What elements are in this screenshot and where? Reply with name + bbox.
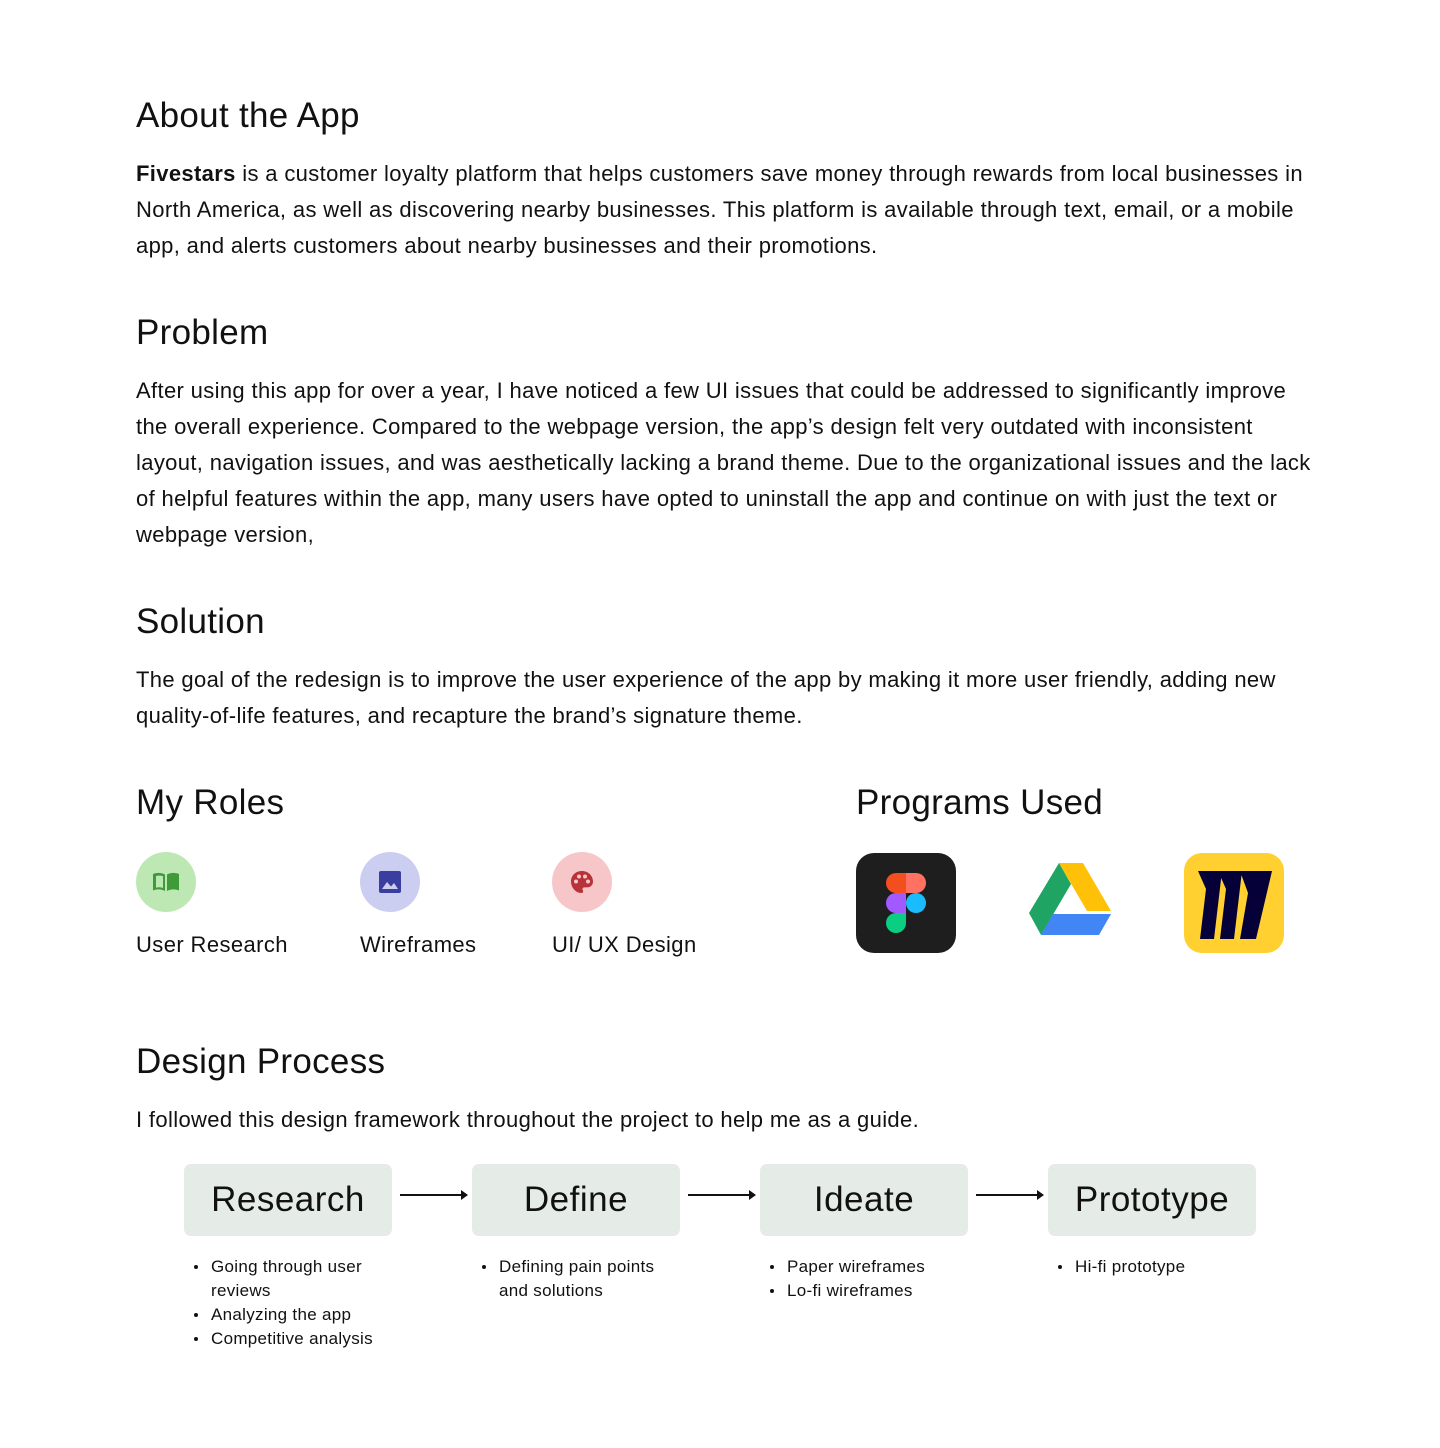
google-drive-icon [1020, 853, 1120, 953]
list-item: Going through user reviews [194, 1255, 394, 1303]
role-label-wireframes: Wireframes [360, 932, 477, 957]
list-item: Lo-fi wireframes [770, 1279, 990, 1303]
image-icon [378, 870, 402, 894]
arrow-ideate-to-prototype [976, 1194, 1042, 1196]
step-prototype: Prototype [1048, 1164, 1256, 1236]
arrow-define-to-ideate [688, 1194, 754, 1196]
about-body: is a customer loyalty platform that helps customers save money through rewards from local businesses in North America, as well as discovering nearby businesses. This platform is available through text, email, or a mobile app, and alerts customers about nearby businesses and their promotions. [136, 161, 1303, 258]
research-bullets [194, 1255, 394, 1351]
role-wireframes-icon-circle [360, 852, 420, 912]
solution-heading: Solution [136, 602, 265, 641]
problem-heading: Problem [136, 313, 269, 352]
role-label-ui-ux-design: UI/ UX Design [552, 932, 697, 957]
step-research: Research [184, 1164, 392, 1236]
process-heading: Design Process [136, 1042, 386, 1081]
solution-paragraph: The goal of the redesign is to improve the user experience of the app by making it more user friendly, adding new quality-of-life features, and recapture the brand’s signature theme. [136, 667, 1276, 728]
list-item: Paper wireframes [770, 1255, 990, 1279]
arrow-research-to-define [400, 1194, 466, 1196]
list-item: Analyzing the app [194, 1303, 394, 1327]
role-ui-ux-icon-circle [552, 852, 612, 912]
about-paragraph [136, 156, 1316, 264]
brand-name: Fivestars [136, 161, 236, 186]
list-item: Defining pain points and solutions [482, 1255, 682, 1303]
figma-icon [856, 853, 956, 953]
figma-logo [856, 853, 956, 953]
step-ideate: Ideate [760, 1164, 968, 1236]
roles-heading: My Roles [136, 783, 285, 822]
google-drive-logo [1020, 853, 1120, 953]
role-user-research-icon-circle [136, 852, 196, 912]
programs-heading: Programs Used [856, 783, 1104, 822]
role-label-user-research: User Research [136, 932, 288, 957]
step-define: Define [472, 1164, 680, 1236]
miro-icon [1184, 853, 1284, 953]
ideate-bullets [770, 1255, 990, 1303]
prototype-bullets [1058, 1255, 1278, 1279]
about-heading: About the App [136, 96, 360, 135]
process-intro: I followed this design framework throughout the project to help me as a guide. [136, 1107, 920, 1132]
palette-icon [569, 869, 595, 895]
list-item: Hi-fi prototype [1058, 1255, 1278, 1279]
problem-paragraph: After using this app for over a year, I have noticed a few UI issues that could be addressed to significantly improve the overall experience. Compared to the webpage version, the app’s design felt very outdated with inconsistent layout, navigation issues, and was aesthetically lacking a brand theme. Due to the organizational issues and the lack of helpful features within the app, many users have opted to uninstall the app and continue on with just the text or webpage version, [136, 378, 1311, 547]
list-item: Competitive analysis [194, 1327, 394, 1351]
miro-logo [1184, 853, 1284, 953]
book-icon [151, 871, 181, 893]
define-bullets [482, 1255, 682, 1303]
